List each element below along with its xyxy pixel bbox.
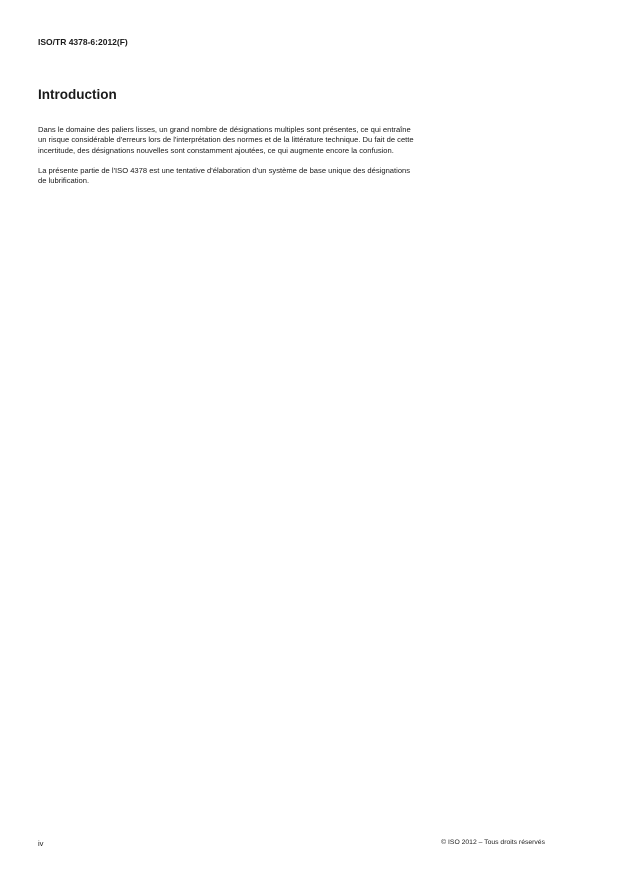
- paragraph-2: [38, 166, 410, 187]
- copyright-notice: © ISO 2012 – Tous droits réservés: [441, 839, 545, 846]
- paragraph-1: [38, 125, 414, 156]
- document-header-id: ISO/TR 4378-6:2012(F): [38, 37, 128, 47]
- paragraph-line: La présente partie de l'ISO 4378 est une tentative d'élaboration d'un système de base unique des désignations: [38, 166, 411, 175]
- page-number: iv: [38, 839, 44, 848]
- section-title: Introduction: [38, 87, 117, 102]
- paragraph-line: incertitude, des désignations nouvelles sont constamment ajoutées, ce qui augmente encore la confusion.: [38, 145, 394, 155]
- paragraph-line: Dans le domaine des paliers lisses, un grand nombre de désignations multiples sont présentes, ce qui entraîne: [38, 125, 411, 134]
- paragraph-line: un risque considérable d'erreurs lors de l'interprétation des normes et de la littérature technique. Du fait de cette: [38, 135, 414, 145]
- paragraph-line: de lubrification.: [38, 176, 90, 186]
